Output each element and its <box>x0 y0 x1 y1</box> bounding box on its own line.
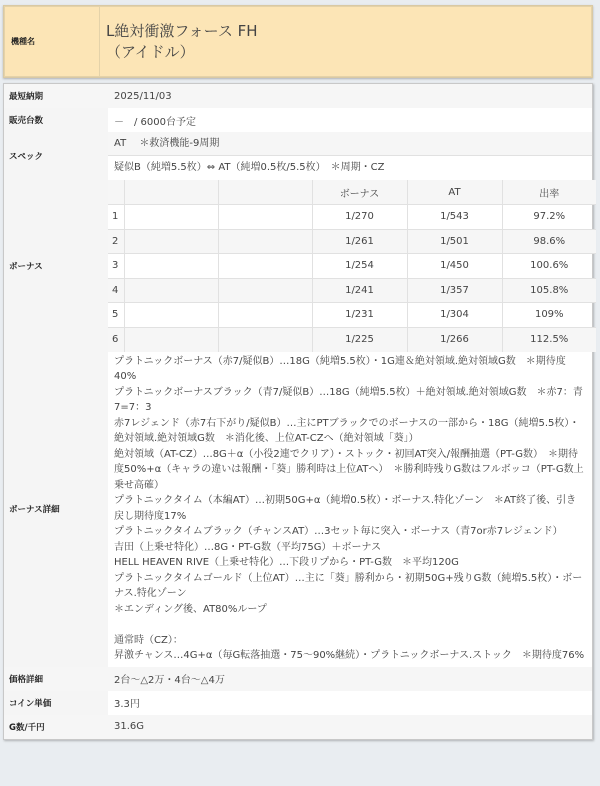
price-value: 2台～△2万・4台～△4万 <box>108 667 592 691</box>
spec-value <box>108 132 592 180</box>
empty-cell <box>218 229 312 254</box>
empty-cell <box>218 254 312 279</box>
sales-label: 販売台数 <box>4 108 108 132</box>
bonus-probability: 1/261 <box>312 229 407 254</box>
spec-table <box>3 83 593 740</box>
col-empty-header <box>124 180 218 205</box>
col-rate-header: 出率 <box>502 180 596 205</box>
detail-line: 赤7レジェンド（赤7右下がり/疑似B）…主にPTブラックでのボーナスの一部から・18G（純増5.5枚）・絶対領域.絶対領域G数 ＊消化後、上位AT-CZへ（絶対領域「葵」） <box>114 417 580 444</box>
release-row <box>4 84 592 108</box>
payout-rate: 98.6% <box>502 229 596 254</box>
machine-name-value <box>100 7 592 77</box>
machine-name-label: 機種名 <box>5 7 100 77</box>
price-label: 価格詳細 <box>4 667 108 691</box>
bonus-label: ボーナス <box>4 180 108 352</box>
empty-cell <box>124 303 218 328</box>
bonus-probability: 1/225 <box>312 327 407 352</box>
empty-cell <box>218 278 312 303</box>
at-probability: 1/266 <box>407 327 502 352</box>
empty-cell <box>124 278 218 303</box>
payout-rate: 112.5% <box>502 327 596 352</box>
setting-row <box>108 229 596 254</box>
at-probability: 1/357 <box>407 278 502 303</box>
detail-line: 吉田（上乗せ特化）…8G・PT-G数（平均75G）＋ボーナス <box>114 541 382 553</box>
setting-row <box>108 205 596 230</box>
bonus-probability: 1/270 <box>312 205 407 230</box>
detail-line <box>114 617 586 633</box>
coin-row <box>4 691 592 715</box>
detail-line: 通常時（CZ）： <box>114 634 183 646</box>
setting-number: 4 <box>108 278 124 303</box>
detail-line: プラトニックタイム（本編AT）…初期50G+α（純増0.5枚）・ボーナス.特化ゾーン ＊AT終了後、引き戻し期待度17% <box>114 495 577 522</box>
setting-row <box>108 254 596 279</box>
spec-line: 疑似B（純増5.5枚）⇔ AT（純増0.5枚/5.5枚） ＊周期・CZ <box>114 162 385 173</box>
bonus-detail-row <box>4 352 592 667</box>
setting-row <box>108 327 596 352</box>
setting-row <box>108 303 596 328</box>
spec-row <box>4 132 592 180</box>
empty-cell <box>218 327 312 352</box>
col-setting-header <box>108 180 124 205</box>
detail-line: 絶対領域（AT-CZ）…8G＋α（小役2連でクリア）・ストック・初回AT突入/報酬抽選（PT-G数） ＊期待度50%+α（キャラの違いは報酬・「葵」勝利時は上位ATへ） ＊勝利時残りG数はフルボッコ（PT-G数上乗せ高確） <box>114 448 584 491</box>
setting-number: 6 <box>108 327 124 352</box>
detail-line: ＊エンディング後、AT80%ループ <box>114 603 267 615</box>
sales-value: － / 6000台予定 <box>114 116 196 128</box>
empty-cell <box>218 205 312 230</box>
setting-number: 2 <box>108 229 124 254</box>
bonus-probability: 1/231 <box>312 303 407 328</box>
spec-line: AT ＊救済機能-9周期 <box>108 132 592 156</box>
detail-line: プラトニックボーナスブラック（青7/疑似B）…18G（純増5.5枚）＋絶対領域.絶対領域G数 ＊赤7：青7=7：3 <box>114 386 583 413</box>
detail-line: プラトニックボーナス（赤7/疑似B）…18G（純増5.5枚）・1G連＆絶対領域.絶対領域G数 ＊期待度40% <box>114 355 566 382</box>
bonus-row <box>4 180 592 352</box>
machine-name-panel <box>3 5 593 78</box>
detail-line: HELL HEAVEN RIVE（上乗せ特化）…下段リプから・PT-G数 ＊平均120G <box>114 557 459 568</box>
sales-row <box>4 108 592 132</box>
bonus-header-row <box>108 180 596 205</box>
at-probability: 1/450 <box>407 254 502 279</box>
at-probability: 1/543 <box>407 205 502 230</box>
release-label: 最短納期 <box>4 84 108 108</box>
payout-rate: 97.2% <box>502 205 596 230</box>
setting-row <box>108 278 596 303</box>
setting-number: 1 <box>108 205 124 230</box>
empty-cell <box>218 303 312 328</box>
setting-number: 3 <box>108 254 124 279</box>
detail-line: 昇激チャンス…4G+α（毎G転落抽選・75～90%継続）・プラトニックボーナス.ストック ＊期待度76% <box>114 650 585 661</box>
setting-number: 5 <box>108 303 124 328</box>
spec-label: スペック <box>4 132 108 180</box>
at-probability: 1/501 <box>407 229 502 254</box>
bonus-detail-label: ボーナス詳細 <box>4 352 108 667</box>
at-probability: 1/304 <box>407 303 502 328</box>
price-row <box>4 667 592 691</box>
empty-cell <box>124 229 218 254</box>
bonus-probability-table <box>108 180 596 352</box>
col-bonus-header: ボーナス <box>312 180 407 205</box>
coin-price-value: 3.3円 <box>114 699 140 710</box>
empty-cell <box>124 205 218 230</box>
col-at-header: AT <box>407 180 502 205</box>
games-per-1000-label: G数/千円 <box>4 715 108 739</box>
bonus-table-cell <box>108 180 592 352</box>
release-value: 2025/11/03 <box>108 84 592 108</box>
empty-cell <box>124 254 218 279</box>
games-per-1000-value: 31.6G <box>108 715 592 739</box>
detail-line: プラトニックタイムブラック（チャンスAT）…3セット毎に突入・ボーナス（青7or赤7レジェンド） <box>114 526 563 537</box>
payout-rate: 109% <box>502 303 596 328</box>
detail-line: プラトニックタイムゴールド（上位AT）…主に「葵」勝利から・初期50G+残りG数（純増5.5枚）・ボーナス.特化ゾーン <box>114 572 583 599</box>
col-empty-header <box>218 180 312 205</box>
payout-rate: 105.8% <box>502 278 596 303</box>
machine-title: L絶対衝激フォース FH <box>106 21 258 40</box>
payout-rate: 100.6% <box>502 254 596 279</box>
machine-subtitle: （アイドル） <box>106 42 195 61</box>
empty-cell <box>124 327 218 352</box>
bonus-probability: 1/241 <box>312 278 407 303</box>
bonus-detail-text <box>108 352 592 667</box>
bonus-probability: 1/254 <box>312 254 407 279</box>
coin-price-label: コイン単価 <box>4 691 108 715</box>
games-row <box>4 715 592 739</box>
